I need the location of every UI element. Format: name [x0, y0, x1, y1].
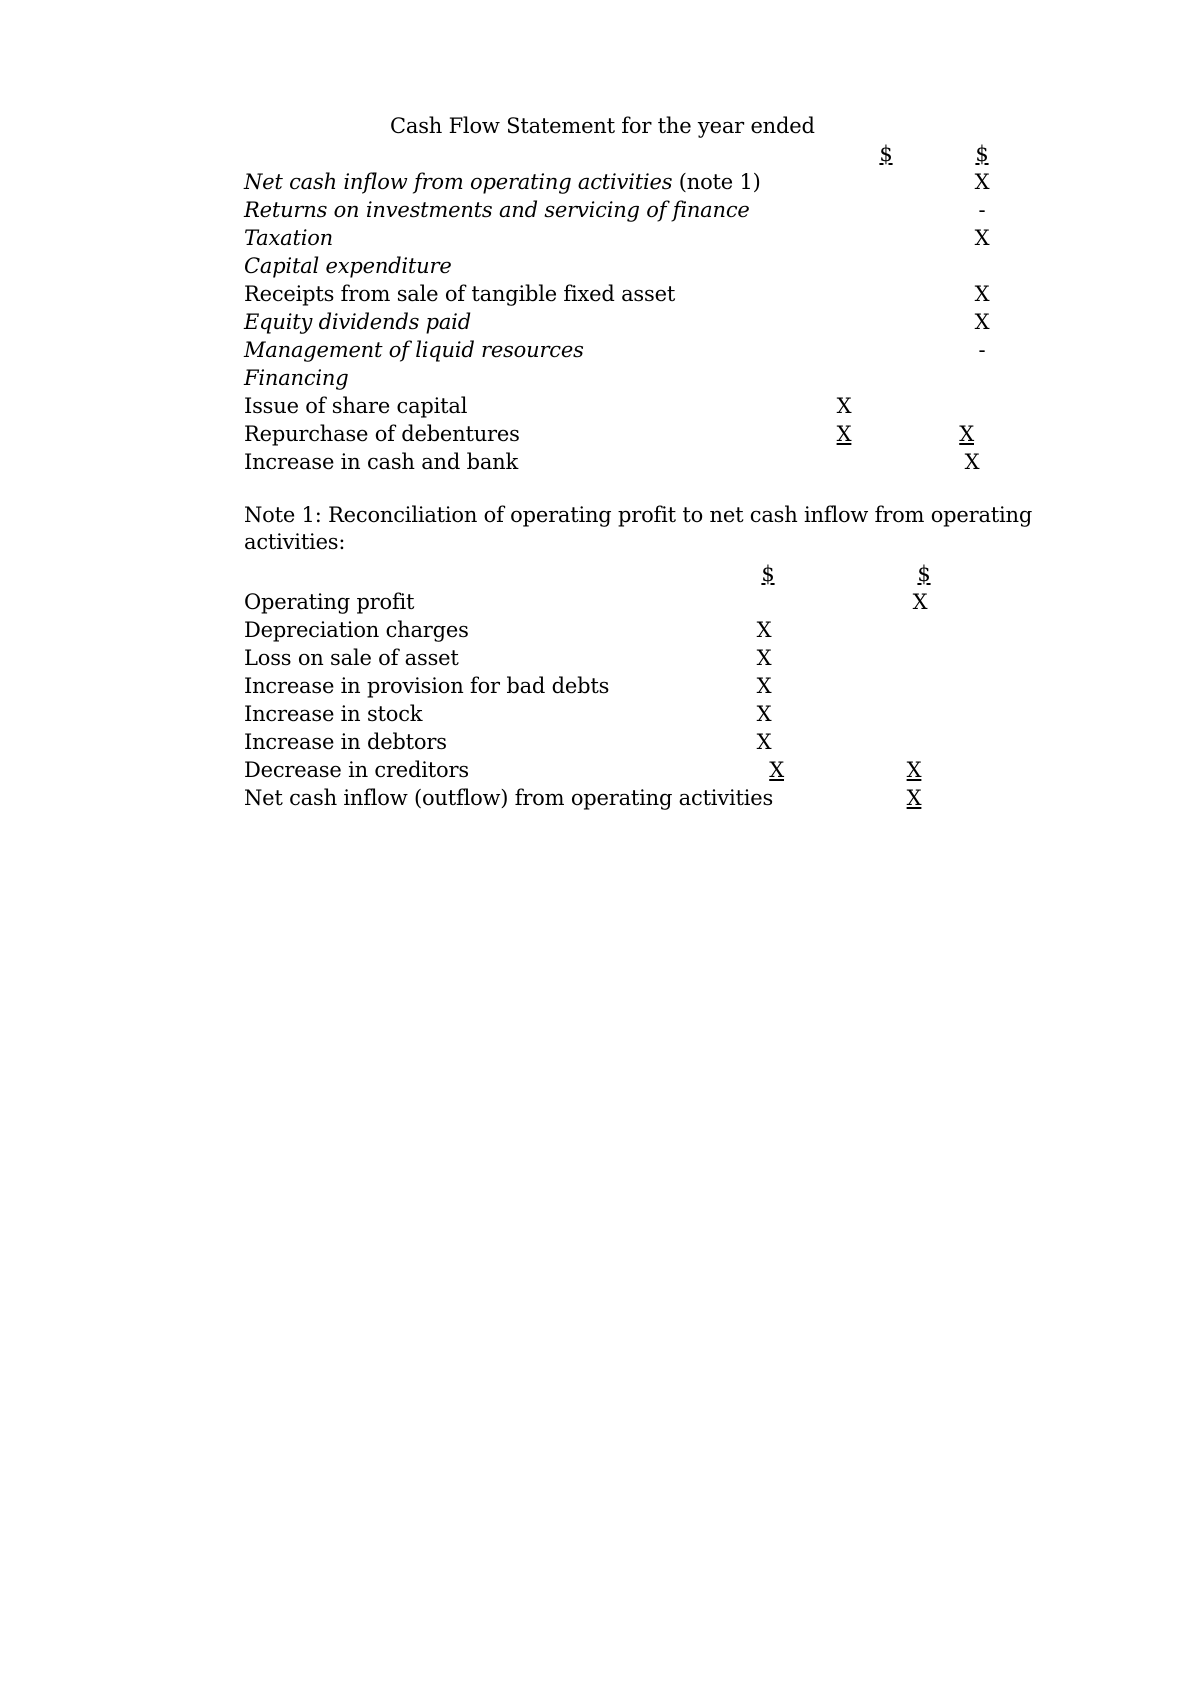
row-col1-value: X: [769, 758, 784, 782]
row-label: Equity dividends paid: [244, 310, 471, 334]
statement-row: [244, 226, 1044, 254]
row-label: Repurchase of debentures: [244, 422, 520, 446]
row-label: Capital expenditure: [244, 254, 452, 278]
row-label: Returns on investments and servicing of finance: [244, 198, 750, 222]
statement-col2-header: $: [975, 142, 989, 166]
row-label: Decrease in creditors: [244, 758, 469, 782]
row-label: Net cash inflow (outflow) from operating activities: [244, 786, 774, 810]
statement-row: [244, 366, 1044, 394]
note1-col2-header: $: [917, 562, 931, 586]
statement-row: [244, 450, 1044, 478]
note1-col1-header: $: [761, 562, 775, 586]
note1-row: [244, 590, 1044, 618]
row-col1-value: X: [836, 422, 852, 446]
note1-row: [244, 786, 1044, 814]
note1-row: [244, 702, 1044, 730]
row-col1-value: X: [836, 394, 852, 418]
row-col1-value: X: [756, 618, 772, 642]
note1-row: [244, 674, 1044, 702]
note1-column-headers: [244, 562, 1044, 590]
row-col2-value: X: [906, 758, 922, 782]
row-col1-value: X: [756, 674, 772, 698]
row-label: Loss on sale of asset: [244, 646, 459, 670]
note1-row: [244, 646, 1044, 674]
statement-row: [244, 254, 1044, 282]
row-label: Operating profit: [244, 590, 415, 614]
row-label: Depreciation charges: [244, 618, 469, 642]
statement-row: [244, 422, 1044, 450]
row-label: Taxation: [244, 226, 333, 250]
note1-row: [244, 730, 1044, 758]
row-col2-value: -: [978, 338, 986, 362]
row-col2-value: X: [912, 590, 928, 614]
note1-row: [244, 758, 1044, 786]
statement-title: Cash Flow Statement for the year ended: [390, 114, 815, 138]
statement-row: [244, 198, 1044, 226]
row-label: Management of liquid resources: [244, 338, 584, 362]
statement-row: [244, 338, 1044, 366]
row-label: Receipts from sale of tangible fixed asset: [244, 282, 676, 306]
row-label-suffix: (note 1): [672, 170, 761, 194]
row-col2-value: X: [974, 310, 990, 334]
statement-row: [244, 310, 1044, 338]
statement-row: [244, 170, 1044, 198]
row-col2-value: X: [974, 226, 990, 250]
row-label: Increase in stock: [244, 702, 423, 726]
row-col1-value: X: [756, 646, 772, 670]
row-col2-value: X: [974, 170, 990, 194]
row-label: Increase in cash and bank: [244, 450, 518, 474]
row-label: Increase in debtors: [244, 730, 447, 754]
note1-row: [244, 618, 1044, 646]
statement-col1-header: $: [879, 142, 893, 166]
statement-row: [244, 394, 1044, 422]
row-col2-value: X: [974, 282, 990, 306]
row-col1-value: X: [756, 702, 772, 726]
row-label: Net cash inflow from operating activities: [244, 170, 673, 194]
row-label: Financing: [244, 366, 349, 390]
note1-heading: Note 1: Reconciliation of operating profit to net cash inflow from operating activities:: [244, 503, 1033, 554]
row-col1-value: X: [756, 730, 772, 754]
row-col2-value: -: [978, 198, 986, 222]
row-label: Issue of share capital: [244, 394, 468, 418]
statement-row: [244, 282, 1044, 310]
row-label: Increase in provision for bad debts: [244, 674, 610, 698]
statement-column-headers: [244, 142, 1044, 170]
row-col2-value: X: [964, 450, 980, 474]
row-col2-value: X: [906, 786, 922, 810]
row-col2-value: X: [959, 422, 974, 446]
